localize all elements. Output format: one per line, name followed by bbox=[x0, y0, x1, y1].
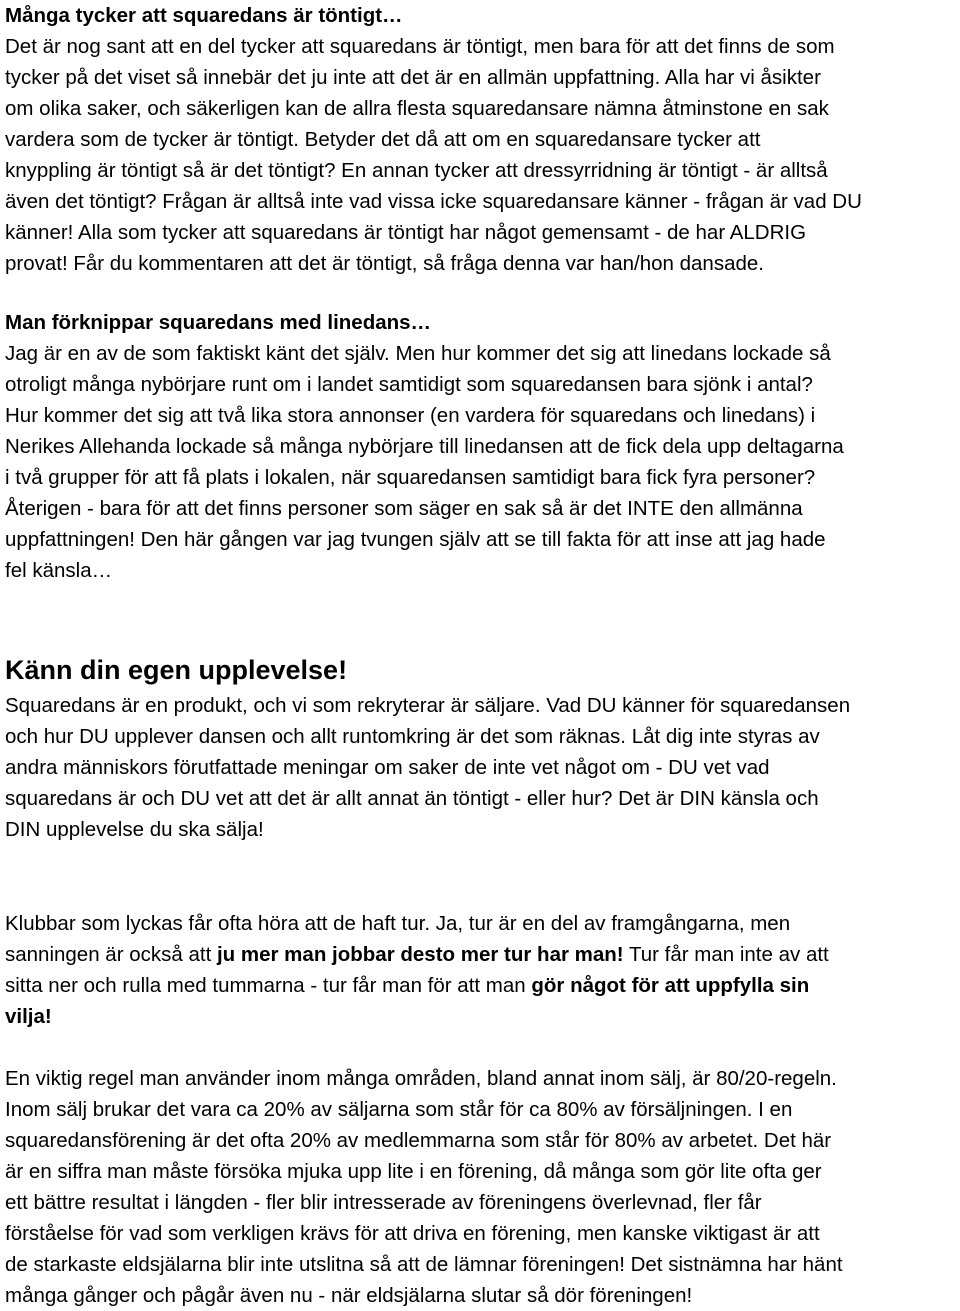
section-heading: Känn din egen upplevelse! bbox=[5, 655, 348, 685]
paragraph-line: Squaredans är en produkt, och vi som rekryterar är säljare. Vad DU känner för squaredansen bbox=[5, 694, 851, 717]
paragraph-line: Nerikes Allehanda lockade så många nybörjare till linedansen att de fick dela upp deltagarna bbox=[5, 435, 844, 458]
paragraph-line: är en siffra man måste försöka mjuka upp lite i en förening, då många som gör lite ofta ger bbox=[5, 1160, 822, 1183]
paragraph-line: Återigen - bara för att det finns personer som säger en sak så är det INTE den allmänna bbox=[5, 497, 803, 520]
section-heading: Många tycker att squaredans är töntigt… bbox=[5, 4, 403, 27]
paragraph-line: otroligt många nybörjare runt om i landet samtidigt som squaredansen bara sjönk i antal? bbox=[5, 373, 813, 396]
emphasis-text: ju mer man jobbar desto mer tur har man! bbox=[216, 943, 624, 966]
paragraph-line bbox=[5, 939, 957, 970]
paragraph-line: Klubbar som lyckas får ofta höra att de haft tur. Ja, tur är en del av framgångarna, men bbox=[5, 912, 791, 935]
text-run: sitta ner och rulla med tummarna - tur får man för att man bbox=[5, 974, 532, 997]
text-run: Tur får man inte av att bbox=[623, 943, 829, 966]
paragraph-line bbox=[5, 970, 957, 1001]
paragraph-line: och hur DU upplever dansen och allt runtomkring är det som räknas. Låt dig inte styras av bbox=[5, 725, 820, 748]
paragraph-line: provat! Får du kommentaren att det är töntigt, så fråga denna var han/hon dansade. bbox=[5, 252, 764, 275]
paragraph-tur bbox=[5, 908, 957, 1032]
paragraph-line: squaredansförening är det ofta 20% av medlemmarna som står för 80% av arbetet. Det här bbox=[5, 1129, 832, 1152]
paragraph-line bbox=[5, 1001, 957, 1032]
paragraph-line: känner! Alla som tycker att squaredans är töntigt har något gemensamt - de har ALDRIG bbox=[5, 221, 807, 244]
paragraph-line: även det töntigt? Frågan är alltså inte vad vissa icke squaredansare känner - frågan är vad DU bbox=[5, 190, 862, 213]
section-upplevelse bbox=[5, 650, 957, 845]
paragraph-line: i två grupper för att få plats i lokalen, när squaredansen samtidigt bara fick fyra personer? bbox=[5, 466, 816, 489]
paragraph-line: Hur kommer det sig att två lika stora annonser (en vardera för squaredans och linedans) i bbox=[5, 404, 816, 427]
paragraph-line: vardera som de tycker är töntigt. Betyder det då att om en squaredansare tycker att bbox=[5, 128, 761, 151]
paragraph-line: förståelse för vad som verkligen krävs för att driva en förening, men kanske viktigast är att bbox=[5, 1222, 820, 1245]
section-heading: Man förknippar squaredans med linedans… bbox=[5, 311, 432, 334]
paragraph-line: Det är nog sant att en del tycker att squaredans är töntigt, men bara för att det finns de som bbox=[5, 35, 835, 58]
emphasis-text: gör något för att uppfylla sin bbox=[531, 974, 810, 997]
paragraph-8020 bbox=[5, 1063, 957, 1311]
section-tontigt bbox=[5, 0, 957, 279]
section-linedans bbox=[5, 307, 957, 586]
paragraph-line: om olika saker, och säkerligen kan de allra flesta squaredansare nämna åtminstone en sak bbox=[5, 97, 829, 120]
paragraph-line: Jag är en av de som faktiskt känt det själv. Men hur kommer det sig att linedans lockade så bbox=[5, 342, 831, 365]
paragraph-line: tycker på det viset så innebär det ju inte att det är en allmän uppfattning. Alla har vi åsikter bbox=[5, 66, 821, 89]
paragraph-line: DIN upplevelse du ska sälja! bbox=[5, 818, 264, 841]
paragraph-line: Inom sälj brukar det vara ca 20% av säljarna som står för ca 80% av försäljningen. I en bbox=[5, 1098, 793, 1121]
paragraph-line: uppfattningen! Den här gången var jag tvungen själv att se till fakta för att inse att jag hade bbox=[5, 528, 826, 551]
emphasis-text: vilja! bbox=[5, 1005, 52, 1028]
text-run: sanningen är också att bbox=[5, 943, 217, 966]
paragraph-line: ett bättre resultat i längden - fler blir intresserade av föreningens överlevnad, fler får bbox=[5, 1191, 762, 1214]
paragraph-line: de starkaste eldsjälarna blir inte utslitna så att de lämnar föreningen! Det sistnämna har hänt bbox=[5, 1253, 843, 1276]
paragraph-line: många gånger och pågår även nu - när eldsjälarna slutar så dör föreningen! bbox=[5, 1284, 693, 1307]
paragraph-line: squaredans är och DU vet att det är allt annat än töntigt - eller hur? Det är DIN känsla och bbox=[5, 787, 819, 810]
paragraph-line: knyppling är töntigt så är det töntigt? En annan tycker att dressyrridning är töntigt - är alltså bbox=[5, 159, 828, 182]
paragraph-line: En viktig regel man använder inom många områden, bland annat inom sälj, är 80/20-regeln. bbox=[5, 1067, 837, 1090]
paragraph-line: andra människors förutfattade meningar om saker de inte vet något om - DU vet vad bbox=[5, 756, 770, 779]
paragraph-line: fel känsla… bbox=[5, 559, 113, 582]
